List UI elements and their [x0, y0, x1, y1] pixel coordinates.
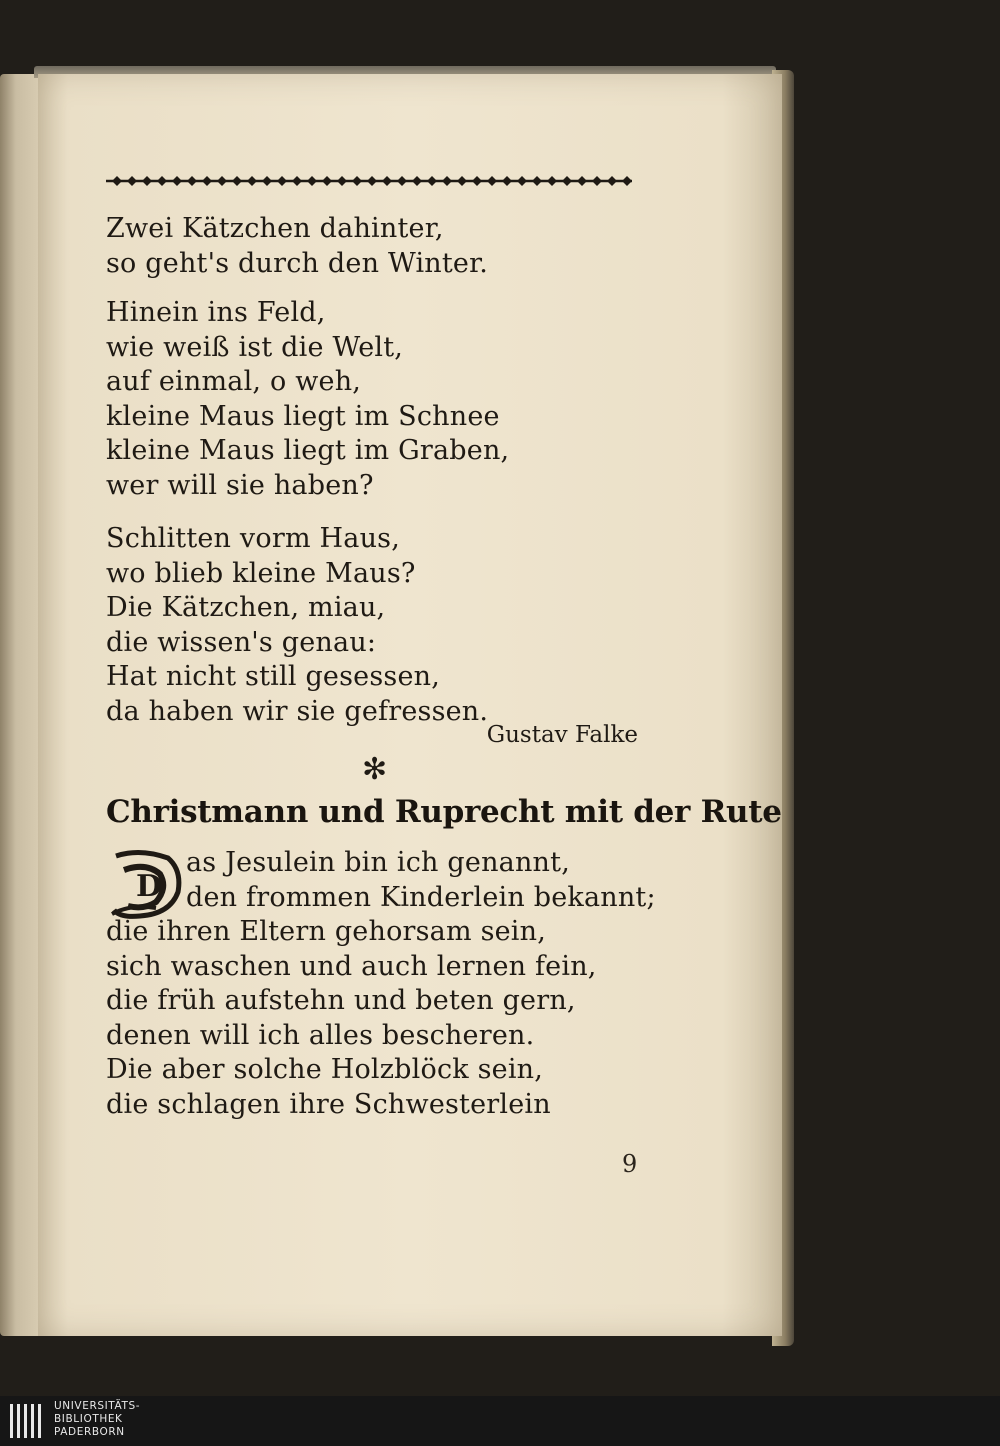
- ornament-diamond: [247, 176, 257, 186]
- library-footer: [0, 1396, 1000, 1446]
- ornament-diamond: [112, 176, 122, 186]
- ornament-diamond: [577, 176, 587, 186]
- ornament-diamond: [412, 176, 422, 186]
- stanza-2: [106, 296, 509, 503]
- ornament-diamond: [427, 176, 437, 186]
- facing-page-edge: [0, 74, 40, 1336]
- library-name-line: UNIVERSITÄTS-: [54, 1400, 141, 1412]
- ornament-diamond: [127, 176, 137, 186]
- ornament-diamond: [622, 176, 632, 186]
- verse-line: sich waschen und auch lernen fein,: [106, 950, 597, 982]
- ornament-diamond: [502, 176, 512, 186]
- ornament-diamond: [187, 176, 197, 186]
- ornament-diamond: [472, 176, 482, 186]
- ornament-diamond: [547, 176, 557, 186]
- library-name: [54, 1400, 140, 1439]
- ornament-diamond: [142, 176, 152, 186]
- ornament-diamond: [172, 176, 182, 186]
- ornament-diamond: [457, 176, 467, 186]
- asterism-separator: ✻: [362, 752, 388, 787]
- verse-line: kleine Maus liegt im Graben,: [106, 435, 510, 466]
- poem-body: [106, 846, 656, 1122]
- dropcap-letter: D: [136, 869, 163, 904]
- page-number: 9: [622, 1150, 638, 1178]
- verse-line: Zwei Kätzchen dahinter,: [106, 213, 444, 244]
- verse-line: auf einmal, o weh,: [106, 366, 362, 397]
- verse-line: Die aber solche Holzblöck sein,: [106, 1054, 544, 1085]
- library-logo-icon: [6, 1400, 50, 1442]
- ornament-diamond: [607, 176, 617, 186]
- ornament-diamond: [337, 176, 347, 186]
- verse-line: den frommen Kinderlein bekannt;: [186, 881, 656, 913]
- ornament-diamond: [262, 176, 272, 186]
- verse-line: denen will ich alles bescheren.: [106, 1019, 535, 1051]
- ornament-diamond: [157, 176, 167, 186]
- verse-line: Die Kätzchen, miau,: [106, 592, 386, 623]
- ornament-diamond: [367, 176, 377, 186]
- ornament-diamond: [322, 176, 332, 186]
- ornament-diamond: [562, 176, 572, 186]
- verse-line: Hinein ins Feld,: [106, 297, 326, 328]
- verse-line: die früh aufstehn und beten gern,: [106, 985, 576, 1016]
- poem-title: Christmann und Ruprecht mit der Rute: [106, 794, 782, 830]
- ornament-diamond: [442, 176, 452, 186]
- verse-line: die ihren Eltern gehorsam sein,: [106, 916, 547, 947]
- ornament-rule: [106, 174, 632, 188]
- ornament-diamond: [307, 176, 317, 186]
- verse-line: wer will sie haben?: [106, 469, 374, 501]
- stanza-3: [106, 522, 488, 729]
- verse-line: so geht's durch den Winter.: [106, 247, 489, 279]
- ornament-diamond: [352, 176, 362, 186]
- verse-line: as Jesulein bin ich genannt,: [186, 847, 570, 878]
- ornament-diamond: [202, 176, 212, 186]
- ornament-diamond: [382, 176, 392, 186]
- ornament-diamond: [397, 176, 407, 186]
- library-name-line: PADERBORN: [54, 1426, 125, 1438]
- ornament-diamond: [232, 176, 242, 186]
- verse-line: da haben wir sie gefressen.: [106, 695, 489, 727]
- verse-line: wo blieb kleine Maus?: [106, 557, 416, 589]
- ornament-diamond: [217, 176, 227, 186]
- verse-line: die wissen's genau:: [106, 626, 377, 658]
- ornament-diamond: [532, 176, 542, 186]
- ornament-diamond: [487, 176, 497, 186]
- library-name-line: BIBLIOTHEK: [54, 1413, 123, 1425]
- ornament-diamond: [292, 176, 302, 186]
- verse-line: Schlitten vorm Haus,: [106, 523, 400, 554]
- verse-line: kleine Maus liegt im Schnee: [106, 400, 500, 432]
- verse-line: die schlagen ihre Schwesterlein: [106, 1088, 551, 1120]
- ornament-diamond: [277, 176, 287, 186]
- author-signature: Gustav Falke: [486, 722, 638, 748]
- ornament-diamond: [592, 176, 602, 186]
- verse-line: wie weiß ist die Welt,: [106, 331, 404, 363]
- stanza-1: [106, 212, 488, 281]
- verse-line: Hat nicht still gesessen,: [106, 661, 440, 692]
- ornament-diamond: [517, 176, 527, 186]
